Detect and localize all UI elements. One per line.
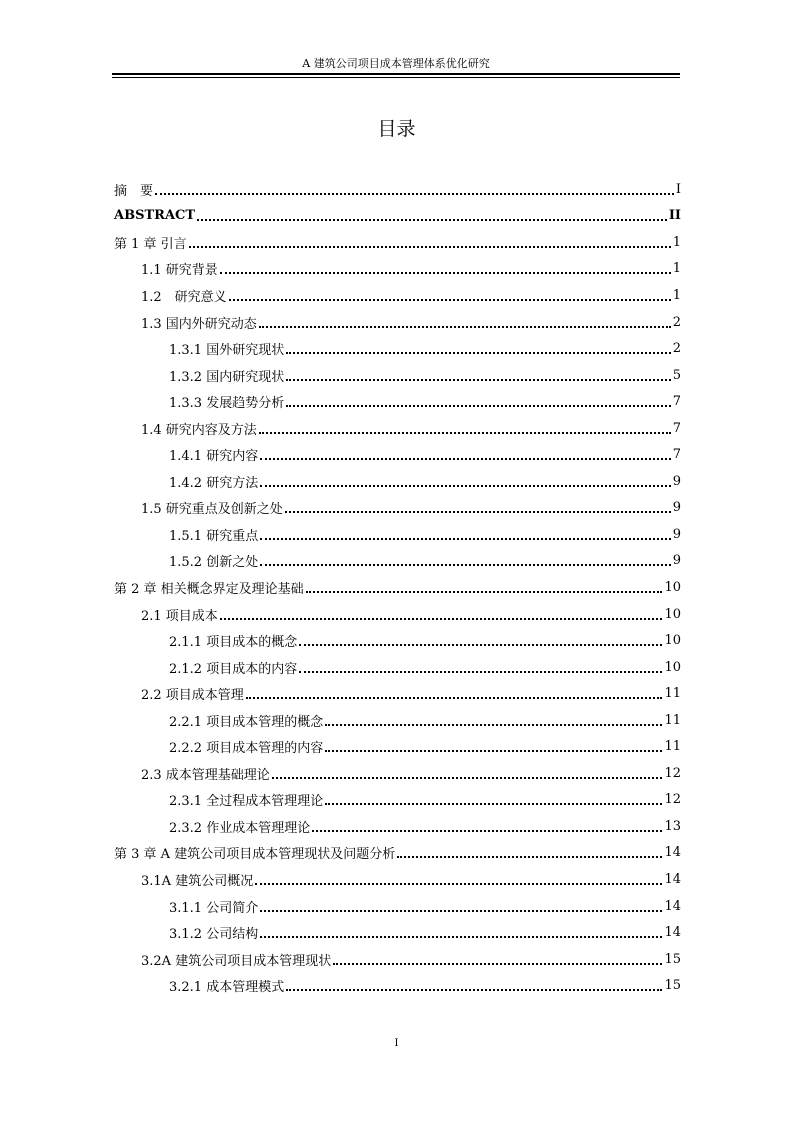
toc-entry-title: 第 3 章 A 建筑公司项目成本管理现状及问题分析 xyxy=(114,847,396,863)
toc-entry-page: 7 xyxy=(672,420,681,436)
toc-entry-title: 第 2 章 相关概念界定及理论基础 xyxy=(114,581,304,597)
toc-entry-title: 第 1 章 引言 xyxy=(114,236,187,252)
toc-entry-page: 9 xyxy=(672,526,681,542)
toc-entry-page: 2 xyxy=(672,314,681,330)
toc-entry-title: 1.5.1 研究重点 xyxy=(169,528,259,544)
toc-entry-page: 14 xyxy=(664,871,681,887)
toc-dot-leader xyxy=(246,696,663,699)
toc-entry-page: 10 xyxy=(664,579,681,595)
toc-entry-page: 10 xyxy=(664,633,681,649)
toc-entry-page: 11 xyxy=(664,739,681,755)
toc-entry-title: 2.3.1 全过程成本管理理论 xyxy=(169,794,324,810)
toc-entry[interactable] xyxy=(114,495,681,522)
toc-entry[interactable] xyxy=(114,362,681,389)
toc-dot-leader xyxy=(189,245,671,248)
toc-dot-leader xyxy=(229,298,671,301)
toc-entry[interactable] xyxy=(114,813,681,840)
toc-dot-leader xyxy=(260,537,671,540)
toc-entry-title: 3.2A 建筑公司项目成本管理现状 xyxy=(141,953,332,969)
toc-entry-page: 7 xyxy=(672,394,681,410)
toc-entry-page: 10 xyxy=(664,606,681,622)
table-of-contents xyxy=(114,176,681,999)
toc-entry-title: 1.3.3 发展趋势分析 xyxy=(169,396,285,412)
toc-entry[interactable] xyxy=(114,548,681,575)
toc-entry[interactable] xyxy=(114,176,681,203)
toc-entry[interactable] xyxy=(114,601,681,628)
toc-dot-leader xyxy=(286,351,671,354)
toc-entry[interactable] xyxy=(114,441,681,468)
toc-dot-leader xyxy=(286,378,671,381)
toc-entry-page: 12 xyxy=(664,792,681,808)
toc-dot-leader xyxy=(260,457,671,460)
header-rule-thin xyxy=(112,77,680,78)
toc-entry-page: 12 xyxy=(664,765,681,781)
toc-entry-title: 1.3.2 国内研究现状 xyxy=(169,369,285,385)
toc-entry-page: 14 xyxy=(664,845,681,861)
toc-entry[interactable] xyxy=(114,680,681,707)
page-number: I xyxy=(394,1038,399,1049)
toc-dot-leader xyxy=(260,935,662,938)
toc-dot-leader xyxy=(285,510,671,513)
toc-entry-title: 2.1.1 项目成本的概念 xyxy=(169,635,298,651)
toc-entry-title: 3.1.1 公司简介 xyxy=(169,900,259,916)
toc-entry-title: 1.3.1 国外研究现状 xyxy=(169,343,285,359)
toc-entry-title: 1.5.2 创新之处 xyxy=(169,555,259,571)
toc-entry[interactable] xyxy=(114,203,681,230)
header-rule-thick xyxy=(112,73,680,75)
toc-entry[interactable] xyxy=(114,707,681,734)
toc-entry[interactable] xyxy=(114,468,681,495)
toc-entry[interactable] xyxy=(114,335,681,362)
toc-entry-page: 15 xyxy=(664,978,681,994)
toc-entry[interactable] xyxy=(114,415,681,442)
toc-entry-page: 14 xyxy=(664,898,681,914)
toc-dot-leader xyxy=(397,855,662,858)
toc-entry-page: 11 xyxy=(664,686,681,702)
toc-entry[interactable] xyxy=(114,733,681,760)
toc-entry[interactable] xyxy=(114,919,681,946)
toc-dot-leader xyxy=(299,643,662,646)
toc-entry-page: 9 xyxy=(672,500,681,516)
toc-dot-leader xyxy=(260,909,662,912)
toc-entry[interactable] xyxy=(114,866,681,893)
toc-entry-page: 1 xyxy=(672,261,681,277)
toc-dot-leader xyxy=(286,988,662,991)
toc-entry[interactable] xyxy=(114,256,681,283)
toc-dot-leader xyxy=(220,617,663,620)
toc-entry-title: 2.3.2 作业成本管理理论 xyxy=(169,820,311,836)
toc-dot-leader xyxy=(259,325,671,328)
toc-entry-page: 9 xyxy=(672,473,681,489)
toc-entry-page: 15 xyxy=(664,951,681,967)
toc-entry[interactable] xyxy=(114,893,681,920)
toc-entry[interactable] xyxy=(114,654,681,681)
toc-dot-leader xyxy=(220,271,671,274)
toc-entry-title: 3.1.2 公司结构 xyxy=(169,927,259,943)
toc-entry[interactable] xyxy=(114,574,681,601)
toc-dot-leader xyxy=(259,431,671,434)
toc-entry-title: 2.2.2 项目成本管理的内容 xyxy=(169,741,324,757)
toc-dot-leader xyxy=(306,590,663,593)
page-title: 目录 xyxy=(377,118,416,140)
toc-dot-leader xyxy=(299,670,662,673)
toc-entry-page: 1 xyxy=(672,234,681,250)
toc-dot-leader xyxy=(325,749,662,752)
toc-entry[interactable] xyxy=(114,282,681,309)
toc-dot-leader xyxy=(197,218,667,221)
toc-dot-leader xyxy=(312,829,662,832)
toc-entry[interactable] xyxy=(114,521,681,548)
toc-entry[interactable] xyxy=(114,760,681,787)
toc-entry-title: 2.3 成本管理基础理论 xyxy=(141,767,270,783)
toc-dot-leader xyxy=(286,404,671,407)
toc-entry[interactable] xyxy=(114,388,681,415)
toc-dot-leader xyxy=(325,802,662,805)
toc-entry-title: 2.1 项目成本 xyxy=(141,608,218,624)
toc-entry[interactable] xyxy=(114,840,681,867)
toc-dot-leader xyxy=(255,882,662,885)
toc-entry-title: ABSTRACT xyxy=(114,208,196,224)
toc-entry-page: 2 xyxy=(672,341,681,357)
toc-entry-page: 11 xyxy=(664,712,681,728)
toc-dot-leader xyxy=(260,563,671,566)
toc-dot-leader xyxy=(272,776,663,779)
toc-entry-title: 2.1.2 项目成本的内容 xyxy=(169,661,298,677)
running-header: A 建筑公司项目成本管理体系优化研究 xyxy=(302,57,490,70)
toc-dot-leader xyxy=(325,723,662,726)
toc-entry-page: 1 xyxy=(672,287,681,303)
toc-entry-page: II xyxy=(668,208,681,224)
toc-dot-leader xyxy=(155,192,674,195)
toc-entry-page: I xyxy=(675,181,681,197)
toc-entry-page: 14 xyxy=(664,925,681,941)
toc-entry-page: 13 xyxy=(664,818,681,834)
toc-entry-title: 1.3 国内外研究动态 xyxy=(141,316,257,332)
toc-dot-leader xyxy=(260,484,671,487)
toc-entry-title: 1.4.2 研究方法 xyxy=(169,475,259,491)
toc-entry-title: 1.4 研究内容及方法 xyxy=(141,422,257,438)
toc-dot-leader xyxy=(333,962,662,965)
toc-entry[interactable] xyxy=(114,787,681,814)
toc-entry-title: 1.4.1 研究内容 xyxy=(169,449,259,465)
toc-entry[interactable] xyxy=(114,229,681,256)
toc-entry-title: 1.2 研究意义 xyxy=(141,289,227,305)
toc-entry-page: 7 xyxy=(672,447,681,463)
toc-entry-title: 1.5 研究重点及创新之处 xyxy=(141,502,283,518)
toc-entry-page: 10 xyxy=(664,659,681,675)
toc-entry[interactable] xyxy=(114,972,681,999)
toc-entry-page: 9 xyxy=(672,553,681,569)
toc-entry-page: 5 xyxy=(672,367,681,383)
toc-entry[interactable] xyxy=(114,946,681,973)
toc-entry[interactable] xyxy=(114,627,681,654)
toc-entry-title: 2.2 项目成本管理 xyxy=(141,688,244,704)
toc-entry-title: 3.1A 建筑公司概况 xyxy=(141,873,254,889)
toc-entry-title: 摘 要 xyxy=(114,183,154,199)
toc-entry-title: 2.2.1 项目成本管理的概念 xyxy=(169,714,324,730)
toc-entry-title: 1.1 研究背景 xyxy=(141,263,218,279)
toc-entry-title: 3.2.1 成本管理模式 xyxy=(169,980,285,996)
toc-entry[interactable] xyxy=(114,309,681,336)
